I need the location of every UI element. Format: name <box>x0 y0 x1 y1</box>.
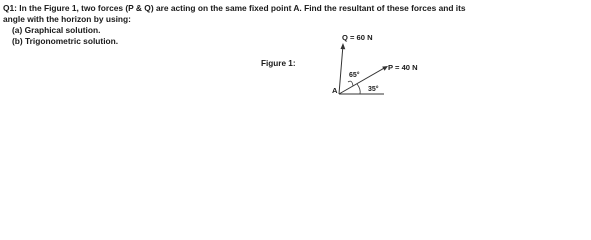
question-text-line-2: angle with the horizon by using: <box>3 14 131 24</box>
question-part-b: (b) Trigonometric solution. <box>12 36 119 46</box>
point-a-label: A <box>332 86 338 95</box>
question-part-a: (a) Graphical solution. <box>12 25 101 35</box>
angle-with-horizon-label: 35° <box>368 86 379 93</box>
figure-caption: Figure 1: <box>261 59 296 68</box>
force-q-label: Q = 60 N <box>342 33 373 42</box>
force-q-vector <box>339 45 343 94</box>
angle-arc-35 <box>357 84 360 94</box>
force-diagram <box>0 0 591 116</box>
question-text-line-1: Q1: In the Figure 1, two forces (P & Q) are acting on the same fixed point A. Find the resultant of these forces and its <box>3 3 466 13</box>
angle-between-forces-label: 65° <box>349 72 360 79</box>
angle-arc-65 <box>348 81 353 86</box>
force-p-label: P = 40 N <box>388 63 418 72</box>
force-q-arrowhead <box>341 43 346 49</box>
